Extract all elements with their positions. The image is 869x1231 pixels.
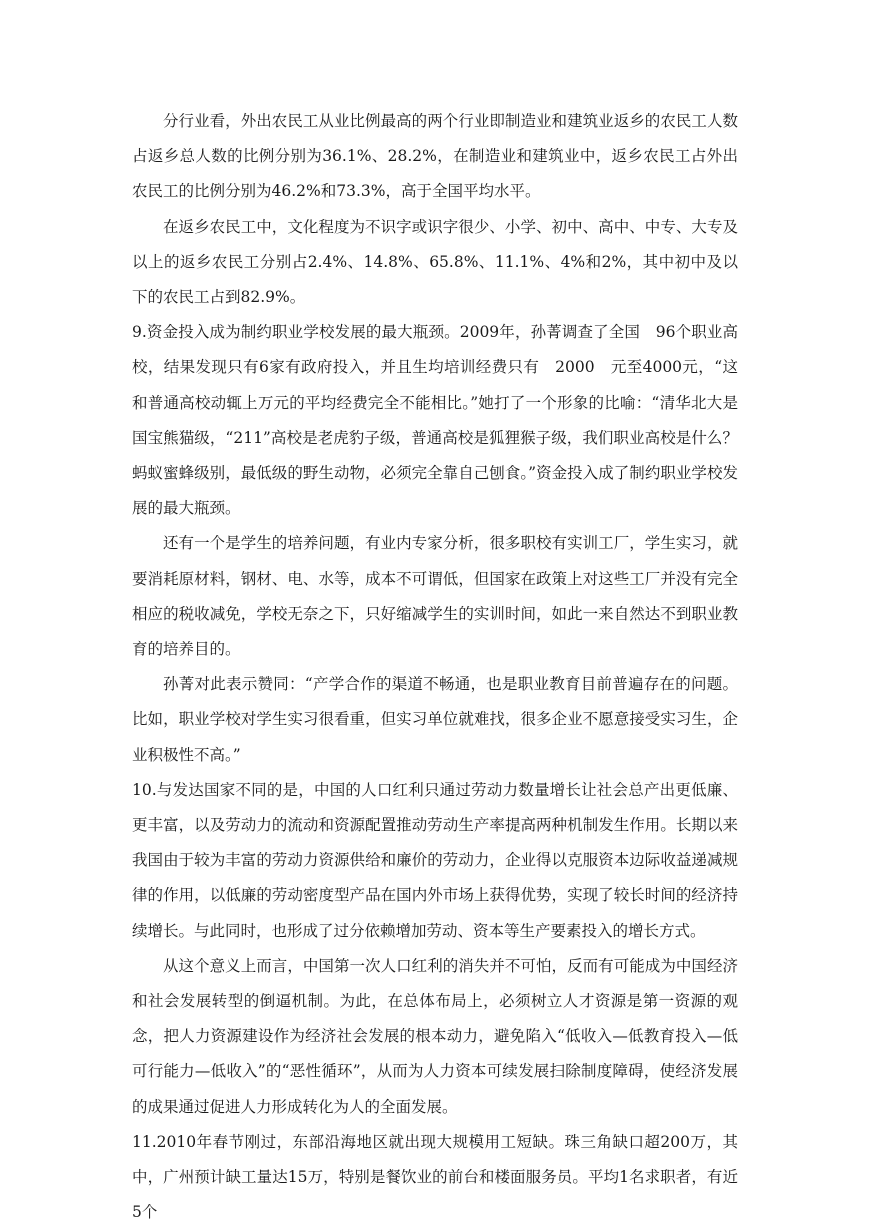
paragraph-returning-workers-by-industry: 分行业看，外出农民工从业比例最高的两个行业即制造业和建筑业返乡的农民工人数占返乡总人数的比例分别为36.1%、28.2%，在制造业和建筑业中，返乡农民工占外出农民工的比例分别为46.2%和73.3%，高于全国平均水平。 (132, 112, 738, 201)
paragraph-human-resource-development: 从这个意义上而言，中国第一次人口红利的消失并不可怕，反而有可能成为中国经济和社会发展转型的倒逼机制。为此，在总体布局上，必须树立人才资源是第一资源的观念，把人力资源建设作为经济社会发展的根本动力，避免陷入“低收入—低教育投入—低可行能力—低收入”的“恶性循环”，从而为人力资本可续发展扫除制度障碍，使经济发展的成果通过促进人力形成转化为人的全面发展。 (132, 956, 738, 1116)
paragraph-student-training-issue: 还有一个是学生的培养问题，有业内专家分析，很多职校有实训工厂，学生实习，就要消耗原材料，钢材、电、水等，成本不可谓低，但国家在政策上对这些工厂并没有完全相应的税收减免，学校无奈之下，只好缩减学生的实训时间，如此一来自然达不到职业教育的培养目的。 (132, 534, 738, 659)
paragraph-item-10-demographic-dividend: 10.与发达国家不同的是，中国的人口红利只通过劳动力数量增长让社会总产出更低廉、更丰富，以及劳动力的流动和资源配置推动劳动生产率提高两种机制发生作用。长期以来我国由于较为丰富的劳动力资源供给和廉价的劳动力，企业得以克服资本边际收益递减规律的作用，以低廉的劳动密度型产品在国内外市场上获得优势，实现了较长时间的经济持续增长。与此同时，也形成了过分依赖增加劳动、资本等生产要素投入的增长方式。 (132, 780, 738, 940)
paragraph-returning-workers-by-education: 在返乡农民工中，文化程度为不识字或识字很少、小学、初中、高中、中专、大专及以上的返乡农民工分别占2.4%、14.8%、65.8%、11.1%、4%和2%，其中初中及以下的农民工占到82.9%。 (132, 217, 738, 307)
document-body (132, 104, 738, 1231)
paragraph-item-9-funding-bottleneck: 9.资金投入成为制约职业学校发展的最大瓶颈。2009年，孙菁调查了全国 96个职业高校，结果发现只有6家有政府投入，并且生均培训经费只有 2000 元至4000元，“这和普通高校动辄上万元的平均经费完全不能相比。”她打了一个形象的比喻：“清华北大是国宝熊猫级，“211”高校是老虎豹子级，普通高校是狐狸猴子级，我们职业高校是什么？蚂蚁蜜蜂级别，最低级的野生动物，必须完全靠自己刨食。”资金投入成了制约职业学校发展的最大瓶颈。 (132, 323, 738, 518)
paragraph-item-11-labor-shortage: 11.2010年春节刚过，东部沿海地区就出现大规模用工短缺。珠三角缺口超200万，其中，广州预计缺工量达15万，特别是餐饮业的前台和楼面服务员。平均1名求职者，有近5个 (132, 1132, 738, 1222)
paragraph-industry-academia-cooperation: 孙菁对此表示赞同：“产学合作的渠道不畅通，也是职业教育目前普遍存在的问题。比如，职业学校对学生实习很看重，但实习单位就难找，很多企业不愿意接受实习生，企业积极性不高。” (132, 675, 738, 764)
